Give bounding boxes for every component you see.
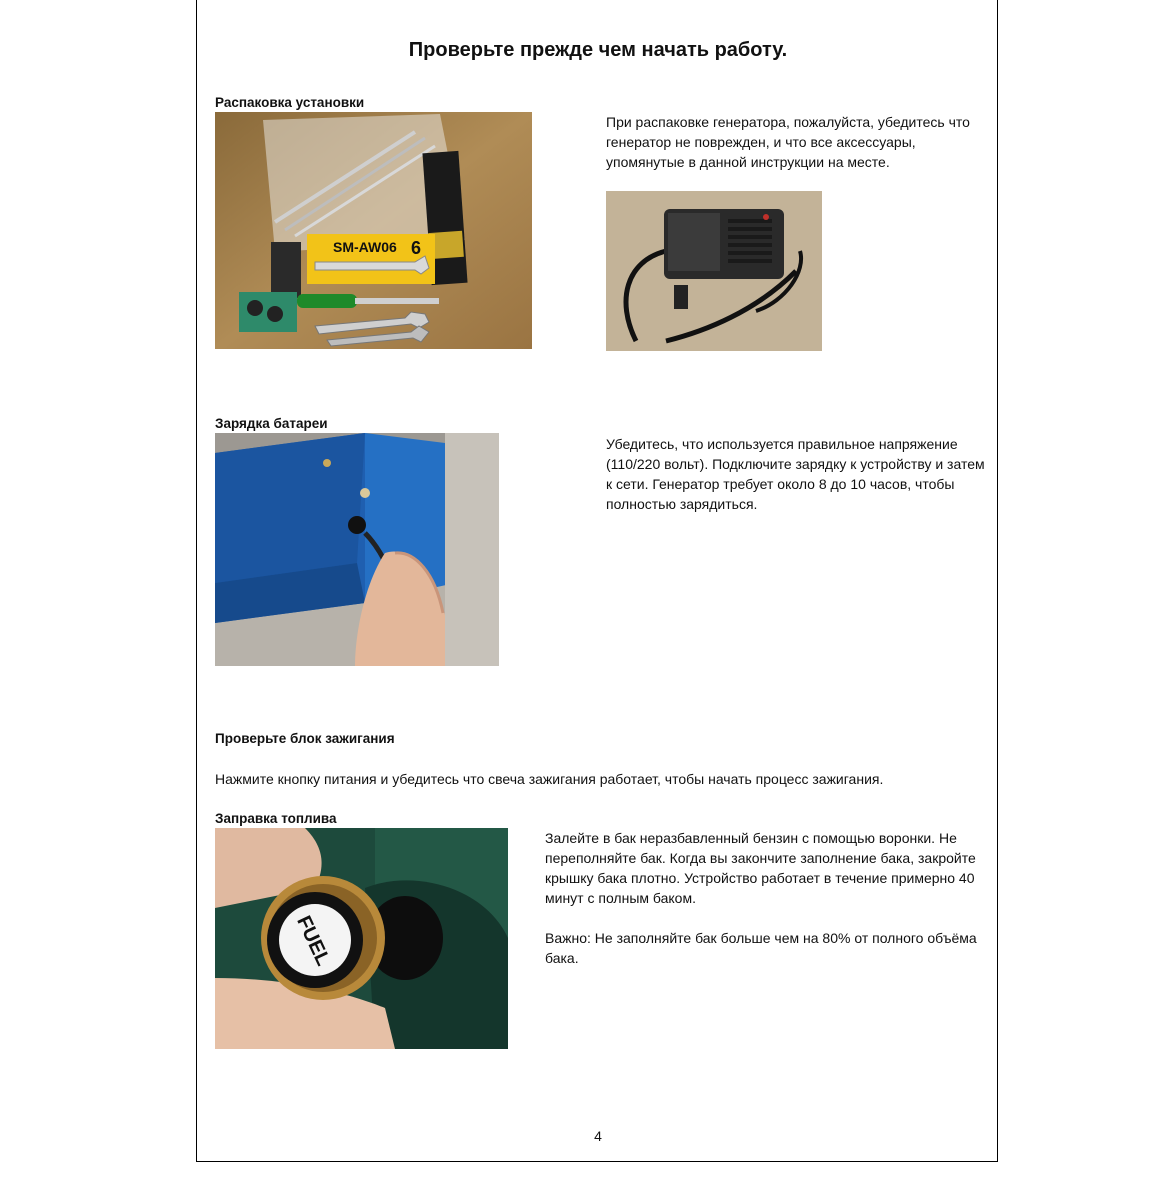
fuel-text-instructions: Залейте в бак неразбавленный бензин с помощью воронки. Не переполняйте бак. Когда вы закончите заполнение бака, закройте крышку бака плотно. Устройство работает в течение примерно 40 минут с полным баком. — [545, 830, 976, 906]
unpacking-accessories-photo — [215, 112, 532, 349]
wrench-package-label: SM-AW06 — [333, 239, 397, 255]
ignition-text: Нажмите кнопку питания и убедитесь что свеча зажигания работает, чтобы начать процесс зажигания. — [215, 771, 884, 787]
unpacking-text: При распаковке генератора, пожалуйста, убедитесь что генератор не поврежден, и что все аксессуары, упомянутые в данной инструкции на месте. — [606, 114, 970, 170]
section-heading-unpacking: Распаковка установки — [215, 95, 365, 110]
document-page — [196, 0, 998, 1162]
fuel-cap-photo — [215, 828, 508, 1049]
fuel-cap-label: FUEL — [292, 912, 335, 970]
charging-text: Убедитесь, что используется правильное напряжение (110/220 вольт). Подключите зарядку к устройству и затем к сети. Генератор требует около 8 до 10 часов, чтобы полностью зарядиться. — [606, 436, 985, 512]
page-title: Проверьте прежде чем начать работу. — [408, 39, 788, 61]
charger-adapter-photo — [606, 191, 822, 351]
wrench-package-number: 6 — [411, 238, 422, 258]
fuel-text-warning: Важно: Не заполняйте бак больше чем на 80% от полного объёма бака. — [545, 930, 977, 966]
section-heading-charging: Зарядка батареи — [215, 416, 328, 431]
section-heading-fuel: Заправка топлива — [215, 811, 337, 826]
battery-charging-photo — [215, 433, 499, 666]
page-number: 4 — [594, 1128, 602, 1144]
section-heading-ignition: Проверьте блок зажигания — [215, 731, 395, 746]
